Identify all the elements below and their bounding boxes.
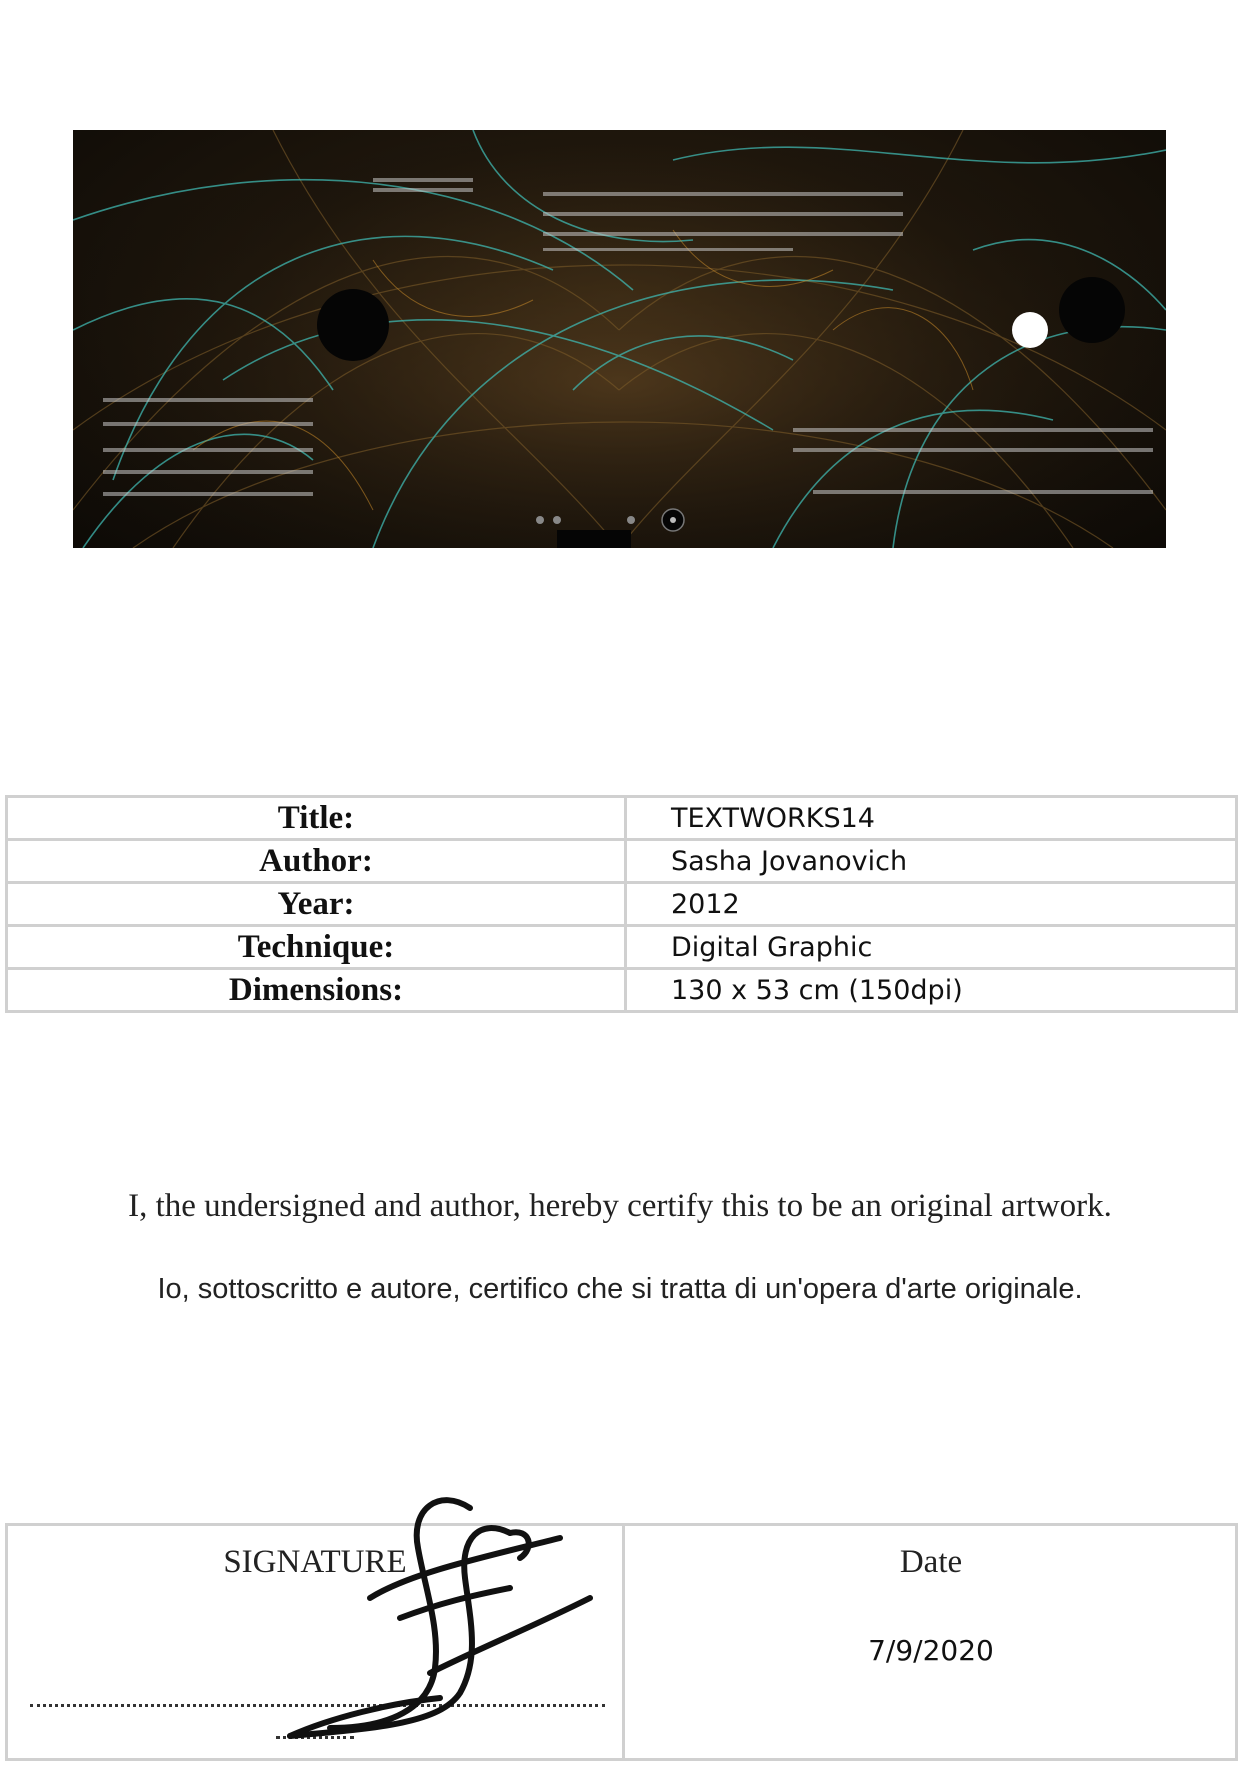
info-value: Digital Graphic	[626, 926, 1237, 969]
info-value: Sasha Jovanovich	[626, 840, 1237, 883]
info-row	[7, 840, 1237, 883]
info-row	[7, 969, 1237, 1012]
date-value: 7/9/2020	[868, 1634, 994, 1667]
handwritten-signature	[270, 1478, 610, 1748]
info-row	[7, 883, 1237, 926]
info-label: Year:	[7, 883, 626, 926]
info-label: Author:	[7, 840, 626, 883]
signature-label: SIGNATURE	[223, 1544, 407, 1580]
artwork-graphic	[73, 130, 1166, 548]
info-label: Title:	[7, 797, 626, 840]
info-value: TEXTWORKS14	[626, 797, 1237, 840]
artwork-image	[73, 130, 1166, 548]
info-value: 2012	[626, 883, 1237, 926]
date-label: Date	[899, 1544, 963, 1580]
info-row	[7, 797, 1237, 840]
signature-date-box	[5, 1523, 1238, 1761]
certification-italian: Io, sottoscritto e autore, certifico che si tratta di un'opera d'arte originale.	[157, 1273, 1083, 1305]
artwork-info-table	[5, 795, 1238, 1013]
certification-english: I, the undersigned and author, hereby certify this to be an original artwork.	[128, 1188, 1112, 1224]
info-label: Technique:	[7, 926, 626, 969]
info-row	[7, 926, 1237, 969]
info-value: 130 x 53 cm (150dpi)	[626, 969, 1237, 1012]
info-label: Dimensions:	[7, 969, 626, 1012]
